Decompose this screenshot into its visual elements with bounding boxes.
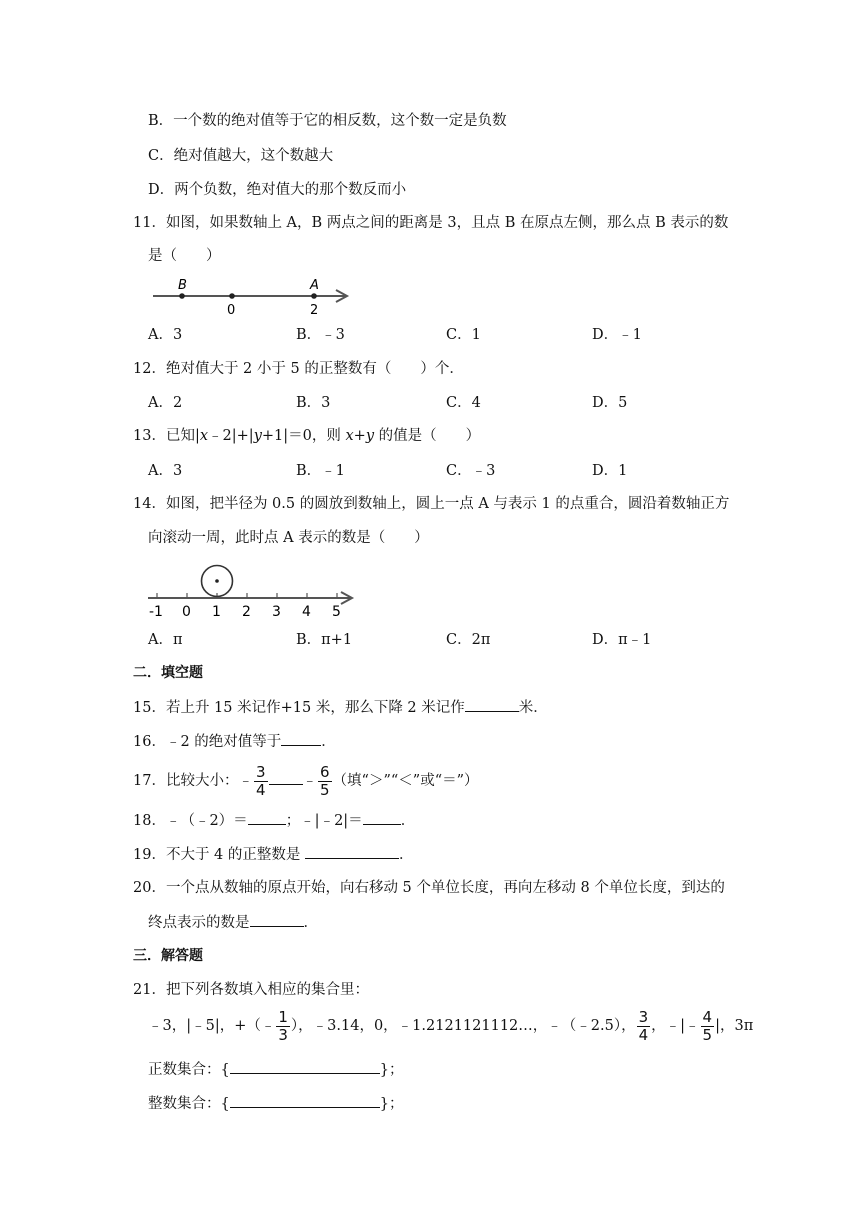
q12-option-b: B．3	[296, 395, 331, 411]
q14-option-b: B．π+1	[296, 632, 353, 648]
q11-stem: 11．如图，如果数轴上 A，B 两点之间的距离是 3，且点 B 在原点左侧，那么点 B 表示的数	[133, 215, 729, 231]
point-origin	[229, 293, 235, 299]
q11-number-line	[148, 274, 358, 318]
option-d-prev: D．两个负数，绝对值大的那个数反而小	[148, 182, 407, 198]
q14-option-a: A．π	[148, 632, 183, 648]
point-b	[179, 293, 185, 299]
q13-stem: 13．已知|x﹣2|+|y+1|＝0，则 x+y 的值是（ ）	[133, 428, 481, 444]
tick-label: 0	[182, 604, 191, 620]
fraction: $\frac{3}{4}$	[638, 1007, 649, 1044]
tick-label: 1	[212, 604, 221, 620]
circle-center-dot	[215, 579, 219, 583]
option-c-prev: C．绝对值越大，这个数越大	[148, 148, 334, 164]
q13-option-d: D．1	[592, 463, 628, 479]
section-heading-fill-in: 二．填空题	[133, 665, 203, 681]
q14-option-d: D．π﹣1	[592, 632, 652, 648]
q12-option-d: D．5	[592, 395, 628, 411]
tick-label: 3	[272, 604, 281, 620]
q11-option-d: D．﹣1	[592, 327, 642, 343]
label-a: A	[310, 278, 319, 293]
q21-stem: 21．把下列各数填入相应的集合里：	[133, 982, 369, 998]
tick-label: 5	[332, 604, 341, 620]
q13-option-c: C．﹣3	[446, 463, 496, 479]
answer-blank[interactable]	[281, 731, 321, 746]
q11-stem-cont: 是（ ）	[148, 248, 221, 264]
answer-blank[interactable]	[250, 912, 304, 927]
q14-stem-cont: 向滚动一周，此时点 A 表示的数是（ ）	[148, 530, 429, 546]
tick-label: -1	[149, 604, 163, 620]
q11-option-b: B．﹣3	[296, 327, 345, 343]
option-b-prev: B．一个数的绝对值等于它的相反数，这个数一定是负数	[148, 113, 507, 129]
answer-blank[interactable]	[248, 810, 286, 825]
q12-stem: 12．绝对值大于 2 小于 5 的正整数有（ ）个．	[133, 361, 464, 377]
tick-label: 4	[302, 604, 311, 620]
q14-number-line	[140, 560, 370, 622]
fraction: $\frac{1}{3}$	[278, 1007, 288, 1044]
answer-blank[interactable]	[230, 1093, 380, 1108]
q19: 19．不大于 4 的正整数是 ．	[133, 844, 414, 865]
label-b: B	[178, 278, 187, 293]
section-heading-solve: 三．解答题	[133, 948, 203, 964]
q11-option-c: C．1	[446, 327, 481, 343]
integer-set: 整数集合：{ }；	[148, 1093, 403, 1114]
tick-2: 2	[310, 303, 319, 318]
positive-set: 正数集合：{ }；	[148, 1059, 403, 1080]
fraction: $\frac{4}{5}$	[702, 1007, 713, 1044]
q12-option-c: C．4	[446, 395, 481, 411]
fraction: $\frac{6}{5}$	[320, 762, 330, 799]
q18: 18．﹣（﹣2）＝ ；﹣|﹣2|＝ ．	[133, 810, 415, 831]
q20-stem: 20．一个点从数轴的原点开始，向右移动 5 个单位长度，再向左移动 8 个单位长度，到达的	[133, 880, 725, 896]
q21-numbers: ﹣3，|﹣5|，+（﹣ $\frac{1}{3}$ ），﹣3.14，0，﹣1.2121121112…，﹣（﹣2.5）， $\frac{3}{4}$ ，﹣|﹣ $\frac{4}{5}$ |，3π	[148, 1007, 754, 1044]
point-a	[311, 293, 317, 299]
q14-stem: 14．如图，把半径为 0.5 的圆放到数轴上，圆上一点 A 与表示 1 的点重合，圆沿着数轴正方	[133, 496, 730, 512]
tick-label: 2	[242, 604, 251, 620]
answer-blank[interactable]	[305, 844, 399, 859]
q16: 16．﹣2 的绝对值等于 ．	[133, 731, 336, 752]
answer-blank[interactable]	[230, 1059, 380, 1074]
q13-option-b: B．﹣1	[296, 463, 345, 479]
q15: 15．若上升 15 米记作+15 米，那么下降 2 米记作 米．	[133, 697, 548, 718]
answer-blank[interactable]	[465, 697, 519, 712]
answer-blank[interactable]	[363, 810, 401, 825]
tick-0: 0	[227, 303, 236, 318]
q11-option-a: A．3	[148, 327, 183, 343]
answer-blank[interactable]	[269, 770, 303, 785]
q13-option-a: A．3	[148, 463, 183, 479]
q12-option-a: A．2	[148, 395, 183, 411]
q20-stem-cont: 终点表示的数是 ．	[148, 912, 318, 933]
fraction: $\frac{3}{4}$	[255, 762, 266, 799]
q14-option-c: C．2π	[446, 632, 491, 648]
q17: 17．比较大小：﹣ $\frac{3}{4}$ ﹣ $\frac{6}{5}$ （填“＞”“＜”或“＝”）	[133, 762, 479, 799]
